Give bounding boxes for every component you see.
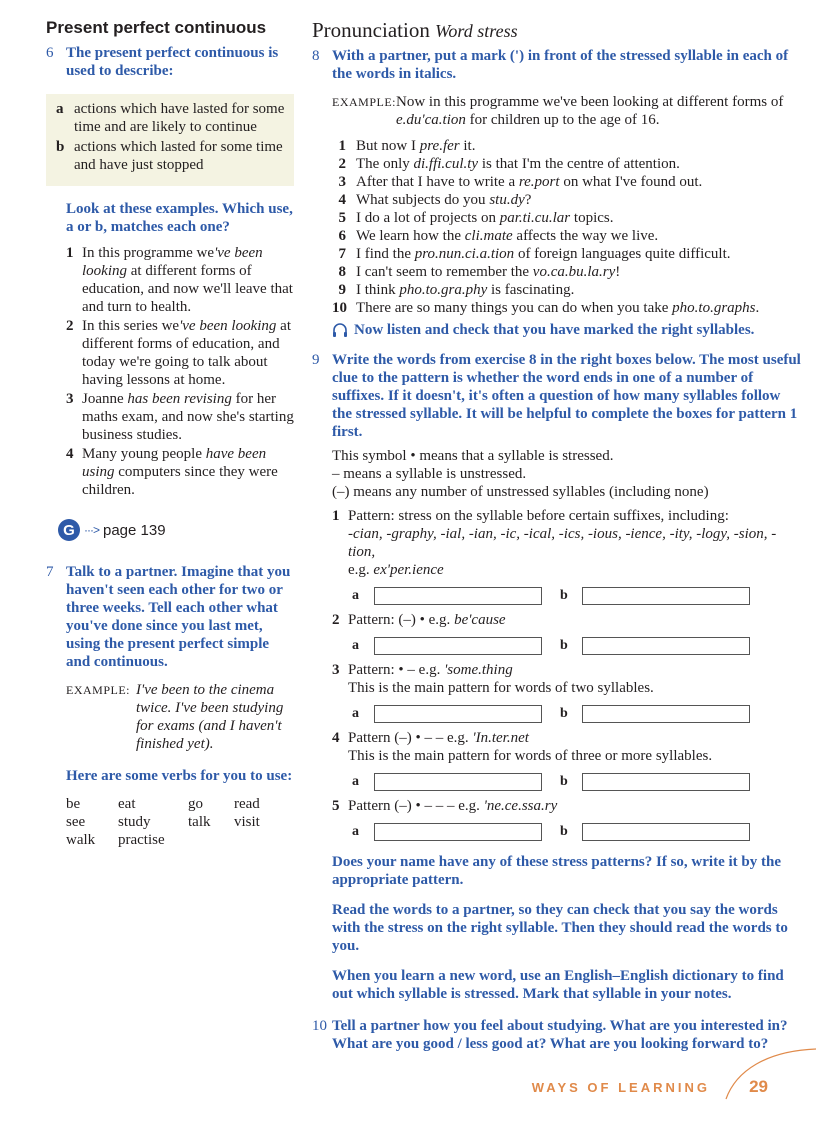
item-italic: has been revising (127, 391, 232, 407)
item-number: 5 (338, 210, 346, 226)
example-text: I've been to the cinema twice. I've been studying for exams (and I haven't finished yet). (136, 682, 284, 752)
sentence-item (312, 137, 802, 155)
exercise-number: 7 (46, 564, 54, 580)
verb: talk (188, 814, 211, 830)
item-number: 7 (338, 246, 346, 262)
item-word: vo.ca.bu.la.ry (532, 264, 616, 280)
subtitle-text: Word stress (435, 21, 518, 41)
symbol-key-3: (–) means any number of unstressed syllables (including none) (332, 484, 709, 500)
exercise-number: 6 (46, 45, 54, 61)
item-text: of foreign languages quite difficult. (514, 246, 731, 262)
item-number: 2 (338, 156, 346, 172)
pattern-number: 2 (332, 612, 340, 628)
pattern-suffixes: -cian, -graphy, -ial, -ian, -ic, -ical, -ics, -ious, -ience, -ity, -logy, -sion, -tion, (348, 526, 777, 560)
sentence-item (312, 155, 802, 173)
listen-instruction (312, 321, 802, 339)
pattern-number: 1 (332, 508, 340, 524)
sentence-item (312, 281, 802, 299)
box-label-a: a (352, 824, 359, 839)
box-label-a: a (352, 588, 359, 603)
exercise-6-question: Look at these examples. Which use, a or b, matches each one? (66, 201, 293, 235)
pattern-text: Pattern (–) • – – – e.g. (348, 798, 484, 814)
arrow-icon: ···> (84, 523, 99, 537)
note-label: b (56, 139, 65, 155)
page-footer (516, 1041, 816, 1101)
item-text: ! (615, 264, 621, 280)
exercise-8-text: With a partner, put a mark (') in front of the stressed syllable in each of the words in italics. (332, 48, 789, 82)
exercise-number: 8 (312, 48, 320, 64)
pattern-eg: e.g. (348, 562, 374, 578)
answer-box-2b[interactable] (582, 637, 750, 655)
example-item (46, 445, 294, 499)
exercise-9-text: Write the words from exercise 8 in the right boxes below. The most useful clue to the pattern is whether the word ends in one of a number of suffixes. If it doesn't, it's often a question of how many syllables follow the stressed syllable. It will be helpful to complete the boxes for pattern 1 first. (332, 352, 801, 440)
exercise-7-heading (46, 563, 294, 671)
sentence-item (312, 245, 802, 263)
example-text: for children up to the age of 16. (465, 112, 660, 128)
pattern-eg-word: 'ne.ce.ssa.ry (483, 798, 558, 814)
exercise-8-example (332, 93, 802, 129)
usage-note-b (56, 138, 286, 174)
item-italic: have been using (82, 446, 267, 480)
item-text: There are so many things you can do when you take (356, 300, 673, 316)
pattern-3 (312, 661, 802, 697)
exercise-7-example (66, 681, 294, 753)
item-word: par.ti.cu.lar (499, 210, 571, 226)
item-number: 2 (66, 318, 74, 334)
exercise-8-items (312, 137, 802, 317)
item-text: for her maths exam, and now she's starting business studies. (82, 391, 294, 443)
grammar-page-ref: page 139 (103, 521, 166, 539)
pattern-number: 4 (332, 730, 340, 746)
item-word: di.ffi.cul.ty (413, 156, 479, 172)
pattern-2 (312, 611, 802, 629)
pattern-5 (312, 797, 802, 815)
pattern-eg-word: ex'per.ience (373, 562, 444, 578)
item-text: I think (356, 282, 400, 298)
sentence-item (312, 209, 802, 227)
answer-boxes-1 (352, 587, 802, 605)
example-item (46, 244, 294, 316)
answer-box-1b[interactable] (582, 587, 750, 605)
item-text: computers since they were children. (82, 464, 278, 498)
item-word: pre.fer (419, 138, 460, 154)
sentence-item (312, 227, 802, 245)
sentence-item (312, 173, 802, 191)
answer-box-4b[interactable] (582, 773, 750, 791)
pattern-text: Pattern: stress on the syllable before certain suffixes, including: (348, 508, 729, 524)
verb: visit (234, 814, 260, 830)
section-title: Present perfect continuous (46, 18, 267, 37)
item-number: 1 (338, 138, 346, 154)
verb-list (66, 795, 294, 849)
item-text: But now I (356, 138, 420, 154)
example-label: EXAMPLE: (66, 683, 130, 697)
item-text: at different forms of education, and now we'll leave that and turn to health. (82, 263, 293, 315)
example-text: Now in this programme we've been looking at different forms of (396, 94, 784, 110)
pattern-number: 5 (332, 798, 340, 814)
pattern-4 (312, 729, 802, 765)
pattern-note: This is the main pattern for words of three or more syllables. (348, 748, 713, 764)
item-text: Many young people (82, 446, 206, 462)
pattern-number: 3 (332, 662, 340, 678)
item-number: 9 (338, 282, 346, 298)
verb: be (66, 796, 81, 812)
note-text: actions which lasted for some time and have just stopped (74, 139, 283, 173)
item-text: . (755, 300, 760, 316)
exercise-6-text: The present perfect continuous is used to describe: (66, 45, 279, 79)
left-column (46, 18, 294, 849)
item-text: topics. (570, 210, 614, 226)
sentence-item (312, 191, 802, 209)
headphones-icon (332, 323, 348, 338)
pattern-text: Pattern: (–) • e.g. (348, 612, 455, 628)
exercise-9-heading (312, 351, 802, 441)
pronunciation-title (312, 18, 802, 43)
item-text: The only (356, 156, 414, 172)
answer-boxes-3 (352, 705, 802, 723)
item-italic: 've been looking (179, 318, 277, 334)
box-label-b: b (560, 638, 568, 653)
note-text: actions which have lasted for some time and are likely to continue (74, 101, 285, 135)
answer-box-3a[interactable] (374, 705, 542, 723)
exercise-9-para-1: Does your name have any of these stress patterns? If so, write it by the appropriate pattern. (332, 854, 781, 888)
exercise-9-para-2: Read the words to a partner, so they can check that you say the words with the stress on the right syllable. Then they should read the words to you. (332, 902, 788, 954)
item-text: What subjects do you (356, 192, 490, 208)
footer-section-name: WAYS OF LEARNING (531, 1080, 710, 1095)
exercise-8-heading (312, 47, 802, 83)
note-label: a (56, 101, 64, 117)
verb: walk (66, 832, 96, 848)
item-text: at different forms of education, and today we're going to talk about having lessons at home. (82, 318, 291, 388)
exercise-7-text: Talk to a partner. Imagine that you haven't seen each other for two or three weeks. Tell each other what you've done since you last met, using the present perfect simple and continuous. (66, 564, 291, 670)
box-label-b: b (560, 588, 568, 603)
item-number: 10 (332, 300, 347, 316)
answer-box-2a[interactable] (374, 637, 542, 655)
usage-note-a (56, 100, 286, 136)
example-item (46, 390, 294, 444)
answer-box-5a[interactable] (374, 823, 542, 841)
answer-boxes-4 (352, 773, 802, 791)
example-word: e.du'ca.tion (396, 112, 466, 128)
item-word: re.port (518, 174, 560, 190)
item-number: 1 (66, 245, 74, 261)
item-text: Joanne (82, 391, 128, 407)
usage-notes-box (46, 94, 294, 186)
item-word: stu.dy (489, 192, 525, 208)
item-text: After that I have to write a (356, 174, 519, 190)
verb: read (234, 796, 260, 812)
verb: eat (118, 796, 136, 812)
verb: go (188, 796, 203, 812)
pattern-eg-word: 'In.ter.net (472, 730, 529, 746)
item-text: I do a lot of projects on (356, 210, 500, 226)
symbol-key-1: This symbol • means that a syllable is stressed. (332, 448, 614, 464)
pattern-text: Pattern: • – e.g. (348, 662, 445, 678)
item-number: 4 (338, 192, 346, 208)
sentence-item (312, 263, 802, 281)
grammar-reference-link[interactable] (58, 519, 294, 541)
item-text: it. (459, 138, 476, 154)
symbol-key-2: – means a syllable is unstressed. (332, 466, 527, 482)
item-number: 3 (66, 391, 74, 407)
verbs-intro: Here are some verbs for you to use: (66, 768, 293, 784)
verb: study (118, 814, 151, 830)
item-text: I can't seem to remember the (356, 264, 533, 280)
sentence-item (312, 299, 802, 317)
item-text: I find the (356, 246, 415, 262)
item-word: pho.to.gra.phy (399, 282, 488, 298)
exercise-10-text: Tell a partner how you feel about studying. What are you interested in? What are you good / less good at? What are you looking forward to? (332, 1018, 788, 1052)
item-word: cli.mate (464, 228, 513, 244)
item-number: 4 (66, 446, 74, 462)
answer-box-3b[interactable] (582, 705, 750, 723)
right-column (312, 18, 802, 1053)
answer-boxes-5 (352, 823, 802, 841)
title-text: Pronunciation (312, 18, 430, 42)
item-number: 8 (338, 264, 346, 280)
item-text: In this programme we (82, 245, 215, 261)
verb: practise (118, 832, 165, 848)
grammar-icon: G (58, 519, 80, 541)
answer-boxes-2 (352, 637, 802, 655)
pattern-note: This is the main pattern for words of two syllables. (348, 680, 654, 696)
item-word: pho.to.graphs (672, 300, 756, 316)
pattern-1 (312, 507, 802, 579)
item-text: affects the way we live. (512, 228, 659, 244)
exercise-6-heading (46, 44, 294, 80)
item-text: ? (524, 192, 532, 208)
item-number: 6 (338, 228, 346, 244)
page-number: 29 (749, 1077, 768, 1096)
pattern-eg-word: be'cause (454, 612, 506, 628)
box-label-b: b (560, 774, 568, 789)
exercise-6-examples (46, 244, 294, 499)
item-number: 3 (338, 174, 346, 190)
item-text: We learn how the (356, 228, 465, 244)
listen-text: Now listen and check that you have marked the right syllables. (354, 322, 755, 338)
item-text: is that I'm the centre of attention. (478, 156, 680, 172)
answer-box-5b[interactable] (582, 823, 750, 841)
box-label-b: b (560, 824, 568, 839)
example-label: EXAMPLE: (332, 95, 396, 109)
item-text: is fascinating. (487, 282, 575, 298)
answer-box-1a[interactable] (374, 587, 542, 605)
example-item (46, 317, 294, 389)
item-text: In this series we (82, 318, 180, 334)
exercise-number: 9 (312, 352, 320, 368)
verb: see (66, 814, 86, 830)
pattern-eg-word: 'some.thing (444, 662, 513, 678)
item-word: pro.nun.ci.a.tion (414, 246, 515, 262)
exercise-9-para-3: When you learn a new word, use an English–English dictionary to find out which syllable is stressed. Mark that syllable in your notes. (332, 968, 784, 1002)
box-label-a: a (352, 638, 359, 653)
exercise-number: 10 (312, 1018, 327, 1034)
box-label-a: a (352, 774, 359, 789)
item-text: on what I've found out. (559, 174, 703, 190)
answer-box-4a[interactable] (374, 773, 542, 791)
box-label-a: a (352, 706, 359, 721)
item-italic: 've been looking (82, 245, 263, 279)
pattern-text: Pattern (–) • – – e.g. (348, 730, 473, 746)
box-label-b: b (560, 706, 568, 721)
